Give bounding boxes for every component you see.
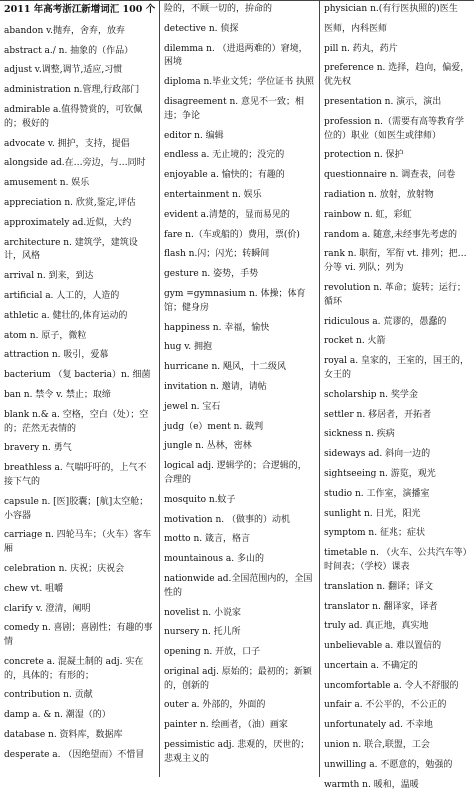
vocab-entry: physician n.(有行医执照的)医生	[324, 4, 458, 14]
vocab-entry: abandon v.抛弃，舍弃，放弃	[4, 25, 126, 36]
vocab-entry: novelist n. 小说家	[164, 607, 241, 618]
column-3	[320, 1, 474, 790]
vocab-entry: enjoyable a. 愉快的；有趣的	[164, 170, 285, 181]
vocab-entry: bravery n. 勇气	[4, 443, 72, 454]
vocab-entry: editor n. 编辑	[164, 130, 224, 141]
vocab-entry: unfortunately ad. 不幸地	[324, 720, 433, 731]
vocab-entry: gym =gymnasium n. 体操；体育馆；健身房	[164, 288, 306, 313]
column-2	[160, 1, 320, 777]
vocab-entry: breathless a. 气喘吁吁的，上气不接下气的	[4, 463, 147, 487]
vocab-entry: truly ad. 真正地，真实地	[324, 621, 429, 632]
vocab-entry: jewel n. 宝石	[164, 401, 221, 412]
vocab-entry: protection n. 保护	[324, 150, 404, 161]
vocab-entry: translation n. 翻译；译文	[324, 581, 434, 592]
vocab-entry: rank n. 职衔，军衔 vt. 排列；把…分等 vi. 列队；列为	[324, 249, 467, 274]
vocab-entry: gesture n. 姿势，手势	[164, 269, 259, 280]
vocab-entry: hurricane n. 飓风，十二级风	[164, 362, 286, 373]
vocab-entry: sickness n. 疾病	[324, 429, 395, 440]
vocab-entry: detective n. 侦探	[164, 23, 239, 34]
vocab-entry: celebration n. 庆祝；庆祝会	[4, 563, 125, 574]
vocab-entry: arrival n. 到来，到达	[4, 271, 94, 282]
vocab-entry: attraction n. 吸引，爱慕	[4, 350, 109, 361]
column-2-entries	[164, 3, 315, 767]
vocab-entry: original adj. 原始的；最初的；新颖的，创新的	[164, 666, 312, 691]
vocab-entry: warmth n. 暖和，温暖	[324, 779, 419, 790]
vocab-entry: admirable a.值得赞赏的，可钦佩的；极好的	[4, 104, 143, 129]
vocab-entry: motivation n. （做事的）动机	[164, 514, 290, 525]
vocab-entry: diploma n.毕业文凭；学位证书 执照	[164, 77, 314, 88]
vocab-entry: jungle n. 丛林，密林	[164, 441, 252, 452]
vocab-entry: database n. 资料库，数据库	[4, 730, 123, 741]
vocab-entry: contribution n. 贡献	[4, 690, 93, 701]
vocab-entry: outer a. 外部的，外面的	[164, 700, 266, 711]
vocab-entry: uncertain a. 不确定的	[324, 660, 418, 671]
vocab-entry: carriage n. 四轮马车；（火车）客车厢	[4, 530, 152, 555]
page-title: 2011 年高考浙江新增词汇 100 个	[4, 4, 156, 15]
vocab-entry: disagreement n. 意见不一致；相违；争论	[164, 96, 304, 121]
vocab-entry: fare n.（车或船的）费用，票(价)	[164, 229, 300, 240]
vocab-entry: studio n. 工作室，演播室	[324, 488, 430, 499]
column-3-entries	[324, 3, 470, 792]
vocab-entry: entertainment n. 娱乐	[164, 189, 262, 200]
vocab-entry: judg（e）ment n. 裁判	[164, 421, 264, 432]
vocab-entry: artificial a. 人工的，人造的	[4, 290, 120, 301]
vocab-entry: opening n. 开放，口子	[164, 647, 261, 658]
vocab-entry: adjust v.调整,调节,适应,习惯	[4, 65, 123, 76]
vocab-entry: administration n.管理,行政部门	[4, 85, 140, 96]
vocab-entry: union n. 联合,联盟，工会	[324, 740, 430, 751]
vocab-entry: approximately ad.近似，大约	[4, 217, 132, 228]
vocab-entry: appreciation n. 欣赏,鉴定,评估	[4, 197, 136, 208]
vocab-entry: ridiculous a. 荒谬的，愚蠢的	[324, 316, 447, 327]
vocab-entry: sightseeing n. 游览，观光	[324, 468, 436, 479]
vocab-entry: alongside ad.在…旁边，与…同时	[4, 158, 146, 169]
vocab-entry: unbelievable a. 难以置信的	[324, 641, 442, 652]
column-1-entries	[4, 25, 155, 763]
vocab-entry: chew vt. 咀嚼	[4, 583, 64, 594]
vocab-entry: logical adj. 逻辑学的；合逻辑的，合理的	[164, 461, 307, 485]
vocab-entry: radiation n. 放射，放射物	[324, 189, 434, 200]
vocab-entry: questionnaire n. 调查表，问卷	[324, 170, 456, 181]
vocab-entry: hug v. 拥抱	[164, 342, 212, 353]
vocab-entry: ban n. 禁令 v. 禁止；取缔	[4, 389, 111, 400]
vocab-entry: scholarship n. 奖学金	[324, 389, 418, 400]
vocab-entry: rainbow n. 虹，彩虹	[324, 209, 412, 220]
vocab-entry: flash n.闪；闪光；转瞬间	[164, 249, 270, 260]
vocab-entry: nationwide ad.全国范围内的，全国性的	[164, 573, 313, 598]
vocab-entry: uncomfortable a. 令人不舒服的	[324, 680, 459, 691]
vocab-entry: concrete a. 混凝土制的 adj. 实在的，具体的；有形的；	[4, 656, 144, 681]
vocab-entry: painter n. 绘画者，（油）画家	[164, 720, 288, 731]
vocab-entry: clarify v. 澄清，阐明	[4, 603, 91, 614]
vocab-entry: sideways ad. 斜向一边的	[324, 449, 431, 460]
vocab-entry: timetable n. （火车、公共汽车等）时间表；（学校）课表	[324, 548, 468, 572]
vocab-entry: endless a. 无止境的；没完的	[164, 150, 285, 161]
vocab-entry: profession n.（需要有高等教育学位的）职业（如医生或律师）	[324, 116, 464, 141]
vocab-entry: rocket n. 火箭	[324, 336, 386, 347]
vocab-entry: advocate v. 拥护，支持，提倡	[4, 138, 130, 149]
vocab-entry: 险的，不顾一切的，拚命的	[164, 4, 273, 14]
vocab-entry: revolution n. 革命；旋转；运行；循环	[324, 282, 466, 307]
vocab-entry: preference n. 选择，趋向，偏爱，优先权	[324, 63, 470, 88]
column-1	[0, 1, 160, 777]
vocab-entry: damp a. & n. 潮湿（的）	[4, 710, 111, 721]
vocab-entry: 医师，内科医师	[324, 23, 388, 34]
vocab-entry: atom n. 原子，微粒	[4, 330, 87, 341]
vocab-entry: desperate a. （因绝望而）不惜冒	[4, 749, 145, 760]
vocab-entry: unfair a. 不公平的，不公正的	[324, 700, 447, 711]
vocab-entry: translator n. 翻译家，译者	[324, 601, 438, 612]
vocab-entry: mountainous a. 多山的	[164, 554, 264, 565]
vocab-entry: unwilling a. 不愿意的，勉强的	[324, 759, 453, 770]
vocab-entry: blank n.& a. 空格，空白（处）；空的；茫然无表情的	[4, 409, 149, 434]
vocab-entry: athletic a. 健壮的,体育运动的	[4, 310, 128, 321]
vocab-entry: bacterium （复 bacteria）n. 细菌	[4, 370, 151, 381]
vocab-entry: presentation n. 演示，演出	[324, 96, 442, 107]
vocab-entry: random a. 随意,未经事先考虑的	[324, 229, 457, 240]
vocab-entry: royal a. 皇家的，王室的，国王的，女王的	[324, 356, 469, 380]
vocab-entry: abstract a./ n. 抽象的（作品）	[4, 45, 134, 56]
vocab-entry: dilemma n. （进退两难的）窘境，困境	[164, 43, 308, 68]
vocab-entry: architecture n. 建筑学，建筑设计，风格	[4, 237, 138, 262]
vocab-entry: pessimistic adj. 悲观的，厌世的；悲观主义的	[164, 740, 310, 764]
vocab-entry: mosquito n.蚊子	[164, 494, 236, 505]
vocab-entry: evident a.清楚的，显而易见的	[164, 209, 290, 220]
vocab-entry: motto n. 箴言，格言	[164, 534, 250, 545]
vocab-entry: pill n. 药丸，药片	[324, 43, 398, 54]
vocab-entry: settler n. 移居者，开拓者	[324, 409, 432, 420]
vocab-entry: happiness n. 幸福，愉快	[164, 322, 270, 333]
vocab-entry: comedy n. 喜剧；喜剧性；有趣的事情	[4, 623, 153, 648]
vocab-entry: sunlight n. 日光，阳光	[324, 508, 421, 519]
vocab-entry: amusement n. 娱乐	[4, 178, 90, 189]
vocab-entry: capsule n. [医]胶囊；[航]太空舱；小容器	[4, 496, 149, 521]
vocab-entry: symptom n. 征兆；症状	[324, 528, 425, 539]
vocab-entry: invitation n. 邀请，请帖	[164, 381, 267, 392]
vocab-entry: nursery n. 托儿所	[164, 627, 241, 638]
